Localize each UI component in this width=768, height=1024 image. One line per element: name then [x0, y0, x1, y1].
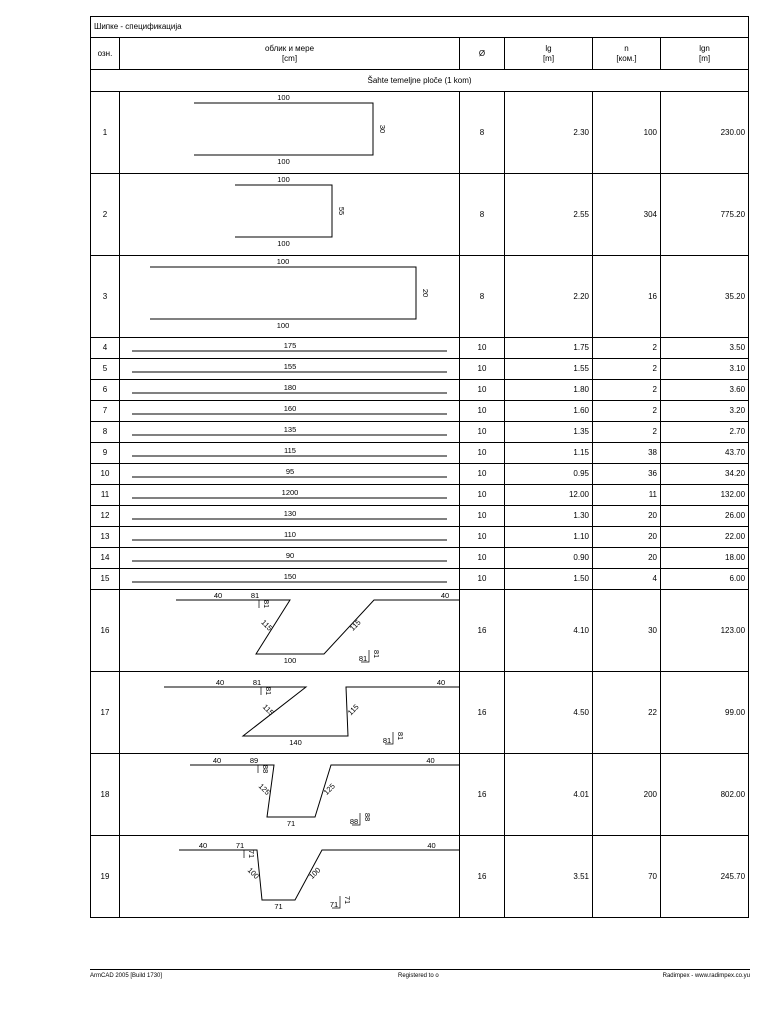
bar-shape-drawing [120, 836, 460, 917]
row-mark: 19 [91, 836, 120, 918]
header-lg-title: lg [545, 43, 552, 53]
row-diameter: 10 [460, 401, 505, 422]
bar-bottom-length-label: 140 [289, 738, 302, 747]
bar-shape-cell [120, 174, 460, 256]
footer-software: ArmCAD 2005 [Build 1730] [90, 973, 163, 979]
bar-length-label: 160 [283, 404, 297, 413]
section-title: Šahte temeljne ploče (1 kom) [91, 70, 749, 92]
row-lg: 1.55 [505, 359, 593, 380]
row-n: 200 [593, 754, 661, 836]
row-lg: 4.01 [505, 754, 593, 836]
row-diameter: 10 [460, 485, 505, 506]
row-lg: 1.10 [505, 527, 593, 548]
row-lgn: 775.20 [661, 174, 749, 256]
row-lg: 0.90 [505, 548, 593, 569]
bar-bottom-offset-label: 81 [382, 736, 392, 745]
bar-length-label: 150 [283, 572, 297, 581]
row-lgn: 3.60 [661, 380, 749, 401]
row-lg: 1.80 [505, 380, 593, 401]
bar-shape-cell [120, 256, 460, 338]
row-lgn: 3.50 [661, 338, 749, 359]
row-n: 11 [593, 485, 661, 506]
bar-shape-drawing [120, 527, 460, 547]
row-mark: 14 [91, 548, 120, 569]
bar-length-label: 175 [283, 341, 297, 350]
row-n: 2 [593, 380, 661, 401]
row-lgn: 3.20 [661, 401, 749, 422]
bar-right-hook-label: 40 [440, 591, 450, 600]
bar-left-diagonal-label: 115 [260, 702, 276, 718]
row-n: 2 [593, 401, 661, 422]
header-shape-title: облик и мере [264, 43, 315, 53]
header-n [593, 38, 661, 70]
header-shape [120, 38, 460, 70]
bar-leg-length-label: 20 [421, 288, 430, 298]
row-diameter: 10 [460, 380, 505, 401]
bar-shape-cell [120, 401, 460, 422]
row-lg: 0.95 [505, 464, 593, 485]
row-diameter: 10 [460, 527, 505, 548]
bar-length-label: 135 [283, 425, 297, 434]
bar-right-diagonal-label: 115 [345, 702, 361, 718]
bar-right-diagonal-label: 125 [321, 781, 337, 797]
row-n: 38 [593, 443, 661, 464]
header-lg [505, 38, 593, 70]
bar-shape-drawing [120, 464, 460, 484]
row-n: 100 [593, 92, 661, 174]
row-lg: 1.50 [505, 569, 593, 590]
bar-bend-rise-label: 71 [247, 849, 256, 859]
header-lgn-unit: [m] [698, 53, 711, 63]
bar-shape-drawing [120, 359, 460, 379]
table-row [91, 836, 749, 918]
bar-line [176, 600, 460, 654]
row-lgn: 2.70 [661, 422, 749, 443]
bar-top-length-label: 100 [277, 175, 290, 184]
row-lg: 4.50 [505, 672, 593, 754]
header-lgn [661, 38, 749, 70]
bar-shape-cell [120, 422, 460, 443]
bar-shape-cell [120, 569, 460, 590]
row-lg: 1.30 [505, 506, 593, 527]
bar-shape-cell [120, 754, 460, 836]
table-row [91, 506, 749, 527]
row-mark: 15 [91, 569, 120, 590]
bend-offset-marker [251, 600, 259, 608]
table-row [91, 174, 749, 256]
row-lgn: 245.70 [661, 836, 749, 918]
bend-offset-marker [236, 850, 244, 858]
bar-left-diagonal-label: 100 [245, 865, 261, 881]
header-lgn-title: lgn [699, 43, 710, 53]
row-mark: 7 [91, 401, 120, 422]
bar-shape-drawing [120, 590, 460, 671]
row-diameter: 10 [460, 464, 505, 485]
row-n: 4 [593, 569, 661, 590]
bar-right-hook-label: 40 [427, 841, 436, 850]
bar-shape-cell [120, 485, 460, 506]
table-row [91, 92, 749, 174]
row-n: 2 [593, 359, 661, 380]
bar-shape-cell [120, 590, 460, 672]
row-lgn: 3.10 [661, 359, 749, 380]
bar-line [164, 687, 460, 736]
row-mark: 8 [91, 422, 120, 443]
bar-bottom-length-label: 71 [274, 902, 283, 911]
row-lg: 2.55 [505, 174, 593, 256]
bar-bottom-length-label: 100 [277, 157, 290, 166]
bend-offset-marker [250, 765, 258, 773]
bar-line [194, 103, 373, 155]
row-lgn: 34.20 [661, 464, 749, 485]
bar-shape-drawing [120, 256, 460, 337]
table-row [91, 359, 749, 380]
bar-shape-drawing [120, 174, 460, 255]
row-lgn: 123.00 [661, 590, 749, 672]
bar-shape-drawing [120, 380, 460, 400]
row-n: 20 [593, 527, 661, 548]
footer-registration: Registered to o [398, 973, 439, 979]
bar-left-hook-label: 40 [212, 756, 222, 765]
bar-right-diagonal-label: 115 [347, 617, 363, 633]
row-lg: 1.15 [505, 443, 593, 464]
bar-leg-length-label: 30 [378, 124, 387, 134]
header-n-title: n [624, 43, 629, 53]
bar-top-length-label: 100 [277, 93, 290, 102]
row-lgn: 35.20 [661, 256, 749, 338]
row-lgn: 22.00 [661, 527, 749, 548]
row-diameter: 16 [460, 836, 505, 918]
table-row [91, 569, 749, 590]
row-lgn: 132.00 [661, 485, 749, 506]
bar-shape-drawing [120, 422, 460, 442]
row-lg: 1.35 [505, 422, 593, 443]
bar-bottom-rise-label: 81 [396, 731, 405, 741]
bar-shape-drawing [120, 92, 460, 173]
row-mark: 2 [91, 174, 120, 256]
bar-left-hook-label: 40 [213, 591, 223, 600]
table-row [91, 401, 749, 422]
row-diameter: 10 [460, 422, 505, 443]
table-row [91, 256, 749, 338]
row-lgn: 230.00 [661, 92, 749, 174]
bar-shape-drawing [120, 506, 460, 526]
header-diameter: Ø [460, 38, 505, 70]
row-lgn: 6.00 [661, 569, 749, 590]
row-diameter: 8 [460, 92, 505, 174]
bar-bend-rise-label: 81 [262, 599, 271, 609]
bar-shape-drawing [120, 485, 460, 505]
row-n: 20 [593, 548, 661, 569]
bar-left-diagonal-label: 115 [259, 617, 275, 633]
bar-bottom-length-label: 100 [283, 656, 297, 665]
bar-bend-rise-label: 88 [261, 764, 270, 774]
row-diameter: 16 [460, 754, 505, 836]
footer-vendor: Radimpex - www.radimpex.co.yu [662, 973, 750, 979]
row-mark: 9 [91, 443, 120, 464]
row-diameter: 10 [460, 338, 505, 359]
bar-shape-cell [120, 672, 460, 754]
bar-bottom-offset-label: 81 [358, 654, 368, 663]
row-lg: 3.51 [505, 836, 593, 918]
bar-right-hook-label: 40 [436, 678, 446, 687]
row-mark: 1 [91, 92, 120, 174]
row-n: 70 [593, 836, 661, 918]
row-mark: 17 [91, 672, 120, 754]
row-diameter: 16 [460, 672, 505, 754]
bend-offset-marker [253, 687, 261, 695]
header-n-unit: [ком.] [616, 53, 637, 63]
bar-shape-cell [120, 92, 460, 174]
bar-bend-rise-label: 81 [264, 686, 273, 696]
bar-length-label: 90 [285, 551, 295, 560]
bar-shape-drawing [120, 338, 460, 358]
row-diameter: 10 [460, 443, 505, 464]
bar-shape-cell [120, 443, 460, 464]
table-row [91, 464, 749, 485]
row-mark: 3 [91, 256, 120, 338]
table-row [91, 672, 749, 754]
bar-line [150, 267, 416, 319]
bar-bottom-rise-label: 81 [372, 649, 381, 659]
table-row [91, 443, 749, 464]
row-diameter: 10 [460, 359, 505, 380]
bar-shape-cell [120, 338, 460, 359]
bar-bend-offset-label: 71 [235, 841, 245, 850]
bar-length-label: 180 [283, 383, 297, 392]
row-mark: 16 [91, 590, 120, 672]
bar-shape-drawing [120, 754, 460, 835]
bar-bend-offset-label: 89 [249, 756, 259, 765]
row-lg: 12.00 [505, 485, 593, 506]
row-diameter: 10 [460, 506, 505, 527]
row-diameter: 10 [460, 569, 505, 590]
row-n: 20 [593, 506, 661, 527]
bar-shape-cell [120, 836, 460, 918]
bar-bend-offset-label: 81 [250, 591, 260, 600]
row-lg: 2.20 [505, 256, 593, 338]
row-n: 2 [593, 422, 661, 443]
bar-bottom-rise-label: 71 [343, 895, 352, 905]
row-mark: 18 [91, 754, 120, 836]
header-row [91, 38, 749, 70]
row-n: 22 [593, 672, 661, 754]
row-mark: 13 [91, 527, 120, 548]
bar-shape-cell [120, 506, 460, 527]
row-diameter: 16 [460, 590, 505, 672]
bar-length-label: 130 [283, 509, 297, 518]
bar-shape-drawing [120, 401, 460, 421]
table-row [91, 754, 749, 836]
bar-bottom-rise-label: 88 [363, 812, 372, 822]
row-diameter: 10 [460, 548, 505, 569]
table-title: Шипке - спецификација [91, 17, 749, 38]
bar-shape-cell [120, 380, 460, 401]
bar-shape-drawing [120, 443, 460, 463]
row-n: 30 [593, 590, 661, 672]
bar-shape-cell [120, 464, 460, 485]
bar-length-label: 115 [284, 446, 296, 455]
row-mark: 12 [91, 506, 120, 527]
row-n: 36 [593, 464, 661, 485]
bar-bend-offset-label: 81 [252, 678, 262, 687]
row-n: 2 [593, 338, 661, 359]
header-shape-unit: [cm] [281, 53, 298, 63]
row-mark: 5 [91, 359, 120, 380]
bar-left-hook-label: 40 [198, 841, 208, 850]
header-mark: озн. [91, 38, 120, 70]
bar-shape-drawing [120, 569, 460, 589]
row-mark: 6 [91, 380, 120, 401]
row-diameter: 8 [460, 174, 505, 256]
row-lgn: 26.00 [661, 506, 749, 527]
row-lg: 1.60 [505, 401, 593, 422]
bar-right-hook-label: 40 [426, 756, 435, 765]
bar-length-label: 110 [284, 530, 296, 539]
bar-bottom-length-label: 100 [276, 321, 290, 330]
row-n: 16 [593, 256, 661, 338]
bar-shape-cell [120, 527, 460, 548]
table-row [91, 380, 749, 401]
bar-length-label: 1200 [281, 488, 299, 497]
row-mark: 11 [91, 485, 120, 506]
bar-bottom-offset-label: 88 [349, 817, 359, 826]
bar-length-label: 155 [283, 362, 297, 371]
row-lg: 4.10 [505, 590, 593, 672]
bar-bottom-offset-label: 71 [329, 900, 339, 909]
row-lg: 2.30 [505, 92, 593, 174]
table-row [91, 485, 749, 506]
row-lgn: 43.70 [661, 443, 749, 464]
table-row [91, 338, 749, 359]
bar-line [235, 185, 332, 237]
bar-top-length-label: 100 [276, 257, 290, 266]
table-row [91, 422, 749, 443]
rebar-specification-table [90, 16, 749, 918]
header-lg-unit: [m] [542, 53, 555, 63]
row-lg: 1.75 [505, 338, 593, 359]
bar-left-hook-label: 40 [215, 678, 225, 687]
table-row [91, 590, 749, 672]
row-lgn: 18.00 [661, 548, 749, 569]
row-lgn: 802.00 [661, 754, 749, 836]
bar-shape-cell [120, 359, 460, 380]
row-mark: 4 [91, 338, 120, 359]
bar-bottom-length-label: 100 [277, 239, 290, 248]
bar-left-diagonal-label: 125 [256, 781, 272, 797]
table-row [91, 527, 749, 548]
bar-length-label: 95 [285, 467, 295, 476]
row-lgn: 99.00 [661, 672, 749, 754]
row-mark: 10 [91, 464, 120, 485]
bar-shape-drawing [120, 548, 460, 568]
bar-shape-drawing [120, 672, 460, 753]
row-n: 304 [593, 174, 661, 256]
bar-shape-cell [120, 548, 460, 569]
bar-bottom-length-label: 71 [286, 819, 296, 828]
page-footer [90, 969, 750, 984]
bar-right-diagonal-label: 100 [307, 865, 323, 881]
bar-leg-length-label: 55 [337, 206, 346, 216]
table-row [91, 548, 749, 569]
row-diameter: 8 [460, 256, 505, 338]
